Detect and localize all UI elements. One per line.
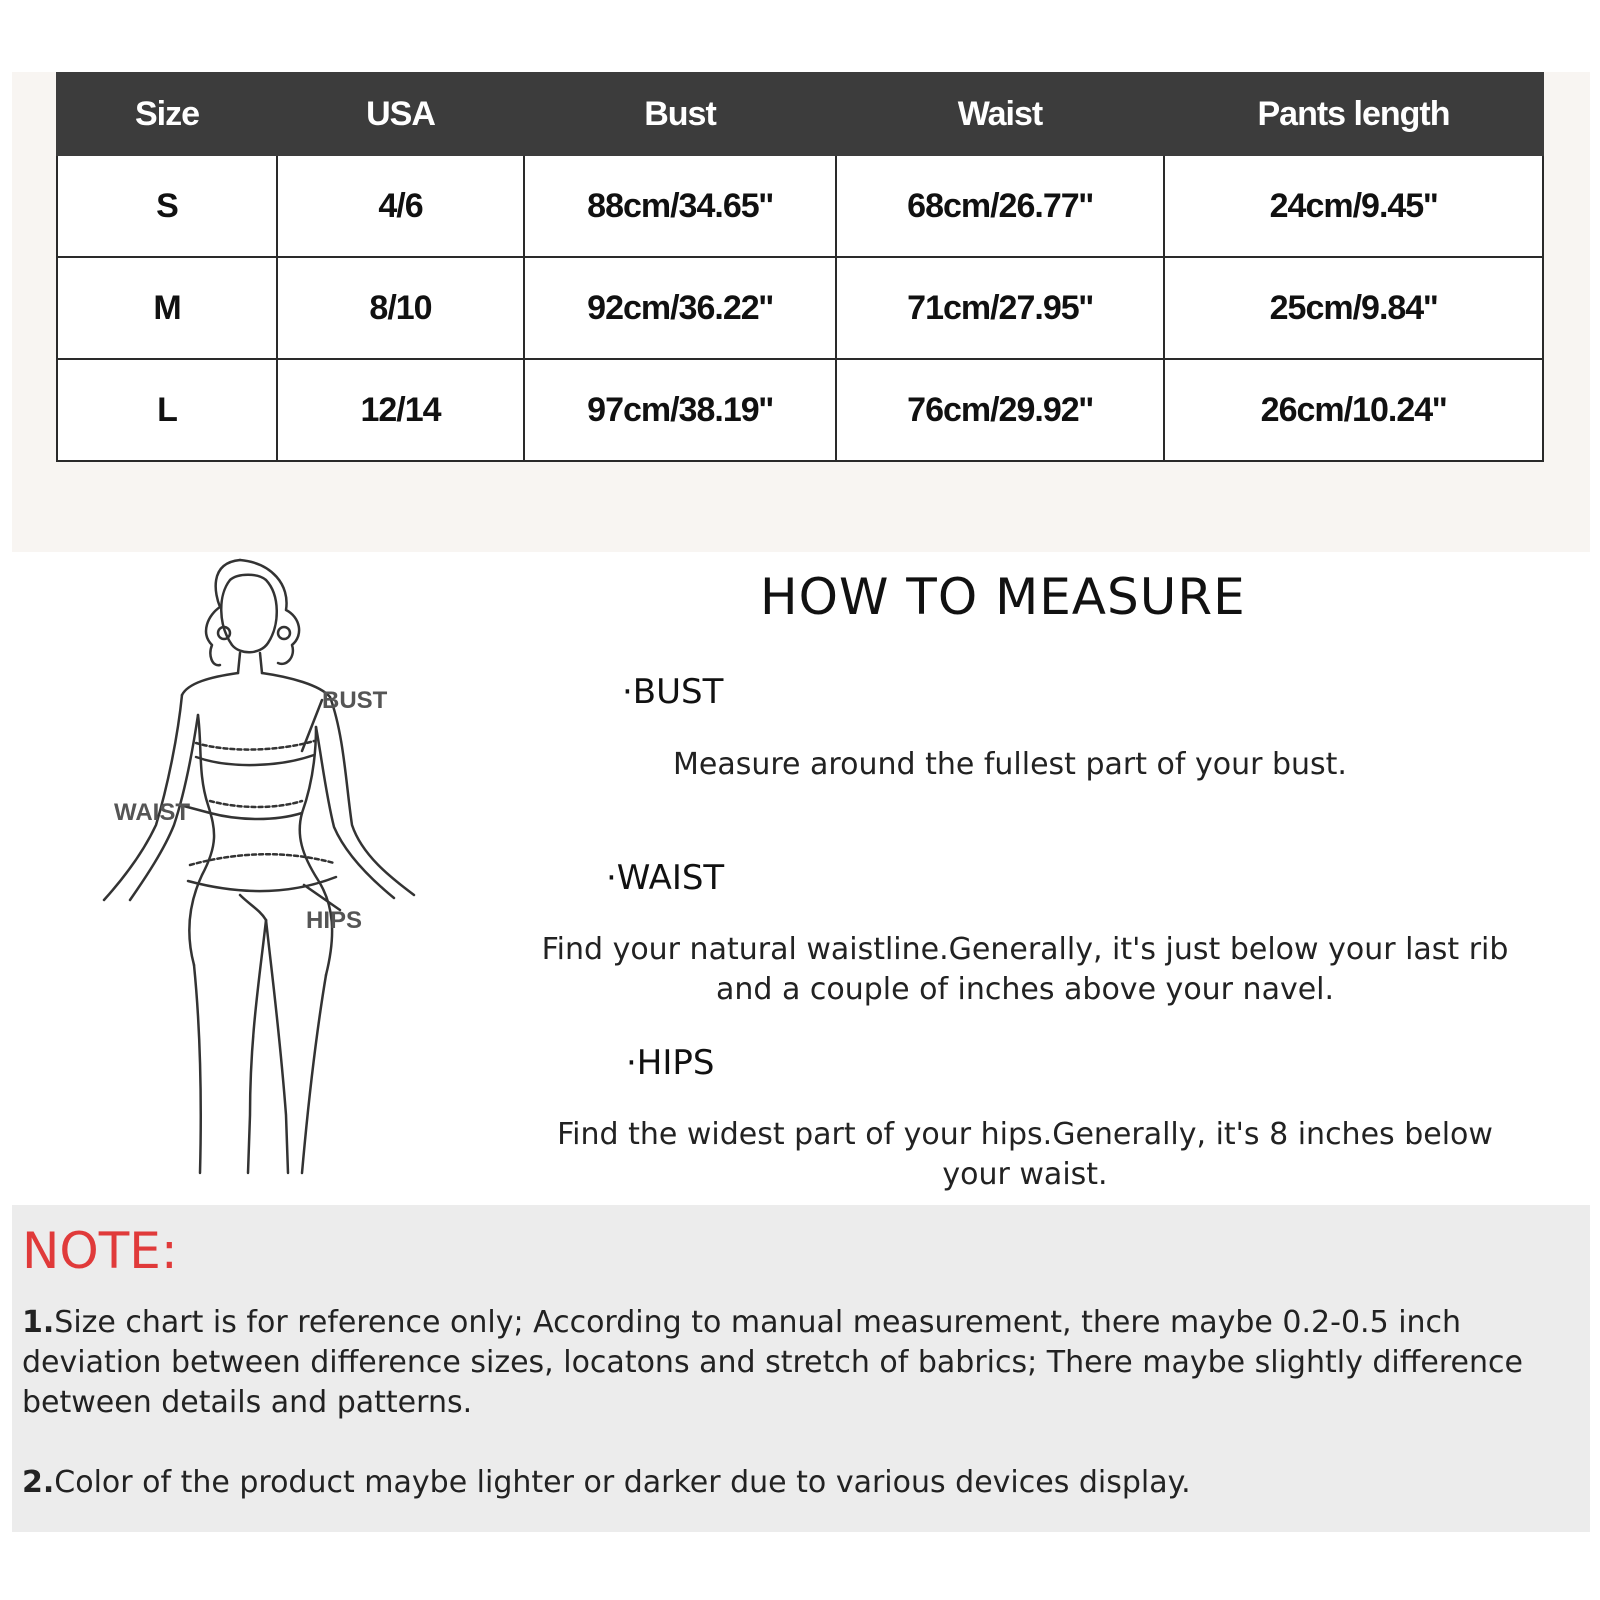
cell-bust: 88cm/34.65'': [524, 155, 836, 257]
note-item-1-text: Size chart is for reference only; According to manual measurement, there maybe 0.2-0.5 inch: [54, 1305, 1462, 1340]
cell-pants-length: 24cm/9.45'': [1164, 155, 1543, 257]
cell-pants-length: 26cm/10.24'': [1164, 359, 1543, 461]
note-item-2: [22, 1463, 1582, 1503]
table-row: [57, 155, 1543, 257]
table-row: [57, 257, 1543, 359]
body-outline-illustration: [90, 555, 450, 1205]
header-size: Size: [57, 73, 277, 155]
waist-description-line2: and a couple of inches above your navel.: [715, 972, 1335, 1007]
bust-heading: ·BUST: [622, 672, 724, 712]
cell-bust: 97cm/38.19'': [524, 359, 836, 461]
header-usa: USA: [277, 73, 524, 155]
cell-size: L: [57, 359, 277, 461]
note-title: NOTE:: [22, 1222, 178, 1280]
waist-label: WAIST: [114, 799, 190, 826]
hips-label: HIPS: [306, 907, 363, 934]
cell-usa: 8/10: [277, 257, 524, 359]
note-item-1-line3: between details and patterns.: [22, 1385, 473, 1420]
hips-description-line1: Find the widest part of your hips.Generally, it's 8 inches below: [557, 1117, 1493, 1152]
table-row: [57, 359, 1543, 461]
header-pants-length: Pants length: [1164, 73, 1543, 155]
note-item-1-number: 1.: [22, 1305, 55, 1340]
body-figure: [90, 555, 450, 1205]
note-item-1: [22, 1303, 1582, 1423]
hips-description-line2: your waist.: [942, 1157, 1108, 1192]
cell-usa: 4/6: [277, 155, 524, 257]
cell-bust: 92cm/36.22'': [524, 257, 836, 359]
cell-usa: 12/14: [277, 359, 524, 461]
header-waist: Waist: [836, 73, 1164, 155]
bust-label: BUST: [322, 687, 388, 714]
note-item-2-text: Color of the product maybe lighter or darker due to various devices display.: [54, 1465, 1191, 1500]
cell-waist: 68cm/26.77'': [836, 155, 1164, 257]
table-header-row: [57, 73, 1543, 155]
cell-pants-length: 25cm/9.84'': [1164, 257, 1543, 359]
note-item-1-line1: [22, 1303, 1582, 1343]
how-to-measure-title: HOW TO MEASURE: [760, 568, 1246, 626]
note-item-2-line1: [22, 1463, 1582, 1503]
waist-heading: ·WAIST: [606, 858, 725, 898]
size-chart-table: [56, 72, 1544, 462]
cell-size: M: [57, 257, 277, 359]
cell-waist: 71cm/27.95'': [836, 257, 1164, 359]
cell-size: S: [57, 155, 277, 257]
bust-description: Measure around the fullest part of your bust.: [673, 747, 1347, 782]
hips-heading: ·HIPS: [626, 1043, 715, 1083]
header-bust: Bust: [524, 73, 836, 155]
note-item-2-number: 2.: [22, 1465, 55, 1500]
note-item-1-line2: deviation between difference sizes, locatons and stretch of babrics; There maybe slightly difference: [22, 1345, 1523, 1380]
waist-description-line1: Find your natural waistline.Generally, it's just below your last rib: [541, 932, 1509, 967]
cell-waist: 76cm/29.92'': [836, 359, 1164, 461]
